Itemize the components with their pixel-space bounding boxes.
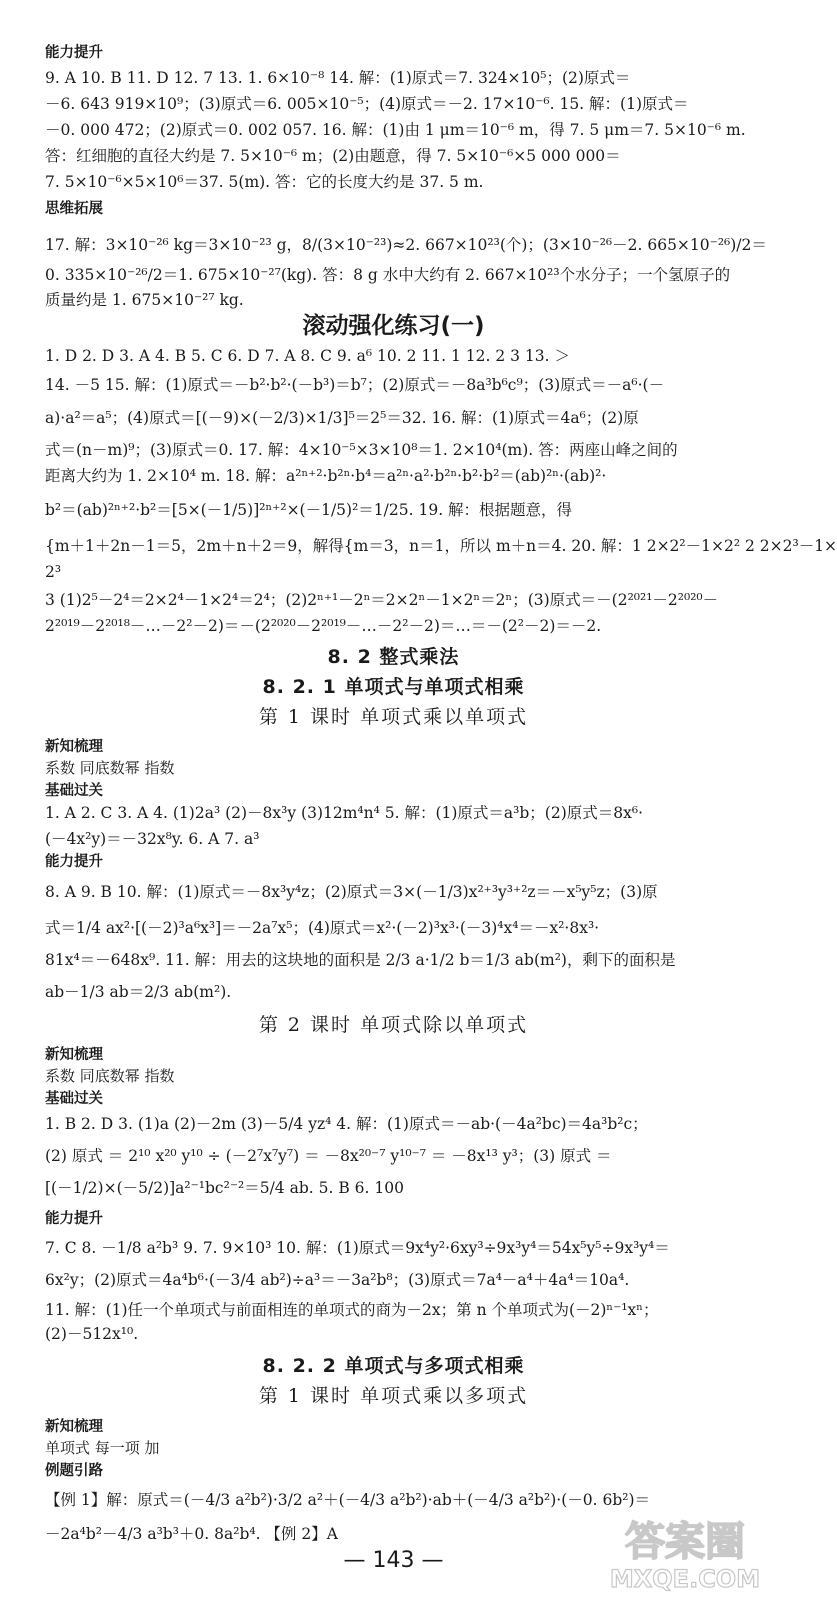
answer-line: 6x²y；(2)原式＝4a⁴b⁶·(－3/4 ab²)÷a³＝－3a²b⁸；(3)原式＝7a⁴－a⁴＋4a⁴＝10a⁴.: [45, 1271, 630, 1289]
rolling-practice-title: 滚动强化练习(一): [302, 313, 485, 339]
answer-line: (－4x²y)＝－32x⁸y. 6. A 7. a³: [45, 830, 260, 848]
answer-line: －6. 643 919×10⁹；(3)原式＝6. 005×10⁻⁵；(4)原式＝－2. 17×10⁻⁶. 15. 解：(1)原式＝: [45, 95, 689, 113]
answer-line: (2)－512x¹⁰.: [45, 1325, 139, 1343]
answer-line: 式＝(n－m)⁹；(3)原式＝0. 17. 解：4×10⁻⁵×3×10⁸＝1. 2×10⁴(m). 答：两座山峰之间的: [45, 441, 678, 459]
answer-line: 2³: [45, 563, 62, 581]
answer-line: 式＝1/4 ax²·[(－2)³a⁶x³]＝－2a⁷x⁵；(4)原式＝x²·(－2)³x³·(－3)⁴x⁴＝－x²·8x³·: [45, 919, 600, 937]
answer-line: 1. A 2. C 3. A 4. (1)2a³ (2)－8x³y (3)12m⁴n⁴ 5. 解：(1)原式＝a³b；(2)原式＝8x⁶·: [45, 804, 644, 822]
answer-line: 14. －5 15. 解：(1)原式＝－b²·b²·(－b³)＝b⁷；(2)原式＝－8a³b⁶c⁹；(3)原式＝－a⁶·(－: [45, 376, 665, 394]
section-label-thinking: 思维拓展: [45, 201, 103, 217]
answer-line: {m＋1＋2n－1＝5，2m＋n＋2＝9，解得{m＝3，n＝1，所以 m＋n＝4. 20. 解：1 2×2²－1×2² 2 2×2³－1×: [45, 537, 837, 555]
section-label-examples: 例题引路: [45, 1463, 103, 1479]
answer-line: a)·a²＝a⁵；(4)原式＝[(－9)×(－2/3)×1/3]⁵＝2⁵＝32. 16. 解：(1)原式＝4a⁶；(2)原: [45, 409, 639, 427]
section-label-new-knowledge: 新知梳理: [45, 1419, 103, 1435]
section-title-8-2-1: 8. 2. 1 单项式与单项式相乘: [262, 676, 525, 698]
lesson-title-2: 第 2 课时 单项式除以单项式: [258, 1014, 529, 1036]
answer-line: 9. A 10. B 11. D 12. 7 13. 1. 6×10⁻⁸ 14. 解：(1)原式＝7. 324×10⁵；(2)原式＝: [45, 69, 631, 87]
page-number: — 143 —: [343, 1548, 444, 1573]
answer-line: 81x⁴＝－648x⁹. 11. 解：用去的这块地的面积是 2/3 a·1/2 b＝1/3 ab(m²)，剩下的面积是: [45, 951, 676, 969]
section-label-basics: 基础过关: [45, 1091, 103, 1107]
answer-line: 8. A 9. B 10. 解：(1)原式＝－8x³y⁴z；(2)原式＝3×(－1/3)x²⁺³y³⁺²z＝－x⁵y⁵z；(3)原: [45, 883, 658, 901]
answer-line: ab－1/3 ab＝2/3 ab(m²).: [45, 983, 232, 1001]
answer-line: 17. 解：3×10⁻²⁶ kg＝3×10⁻²³ g，8/(3×10⁻²³)≈2. 667×10²³(个)；(3×10⁻²⁶－2. 665×10⁻²⁶)/2＝: [45, 236, 767, 254]
section-label-ability: 能力提升: [45, 1211, 103, 1227]
svg-text:MXQE.COM: MXQE.COM: [609, 1565, 761, 1593]
answer-line: 11. 解：(1)任一个单项式与前面相连的单项式的商为－2x；第 n 个单项式为(－2)ⁿ⁻¹xⁿ；: [45, 1301, 659, 1319]
answer-line: －0. 000 472；(2)原式＝0. 002 057. 16. 解：(1)由 1 μm＝10⁻⁶ m，得 7. 5 μm＝7. 5×10⁻⁶ m.: [45, 121, 746, 139]
answer-line: b²＝(ab)²ⁿ⁺²·b²＝[5×(－1/5)]²ⁿ⁺²×(－1/5)²＝1/25. 19. 解：根据题意，得: [45, 501, 573, 519]
section-label-new-knowledge: 新知梳理: [45, 739, 103, 755]
answer-line: 3 (1)2⁵－2⁴＝2×2⁴－1×2⁴＝2⁴；(2)2ⁿ⁺¹－2ⁿ＝2×2ⁿ－1×2ⁿ＝2ⁿ；(3)原式＝－(2²⁰²¹－2²⁰²⁰－: [45, 591, 719, 609]
plain-answer: 系数 同底数幂 指数: [45, 1067, 175, 1085]
svg-text:答案圈: 答案圈: [625, 1519, 745, 1565]
section-label-ability: 能力提升: [45, 854, 103, 870]
plain-answer: 单项式 每一项 加: [45, 1439, 160, 1457]
answer-line: 0. 335×10⁻²⁶/2＝1. 675×10⁻²⁷(kg). 答：8 g 水中大约有 2. 667×10²³个水分子；一个氢原子的: [45, 266, 731, 284]
answer-line: －2a⁴b²－4/3 a³b³＋0. 8a²b⁴. 【例 2】A: [45, 1525, 338, 1543]
lesson-title-3: 第 1 课时 单项式乘以多项式: [258, 1385, 529, 1407]
answer-line: 7. 5×10⁻⁶×5×10⁶＝37. 5(m). 答：它的长度大约是 37. 5 m.: [45, 173, 484, 191]
answer-line: (2) 原式 ＝ 2¹⁰ x²⁰ y¹⁰ ÷ (－2⁷x⁷y⁷) ＝ －8x²⁰⁻⁷ y¹⁰⁻⁷ ＝ －8x¹³ y³；(3) 原式 ＝: [45, 1147, 612, 1165]
section-title-8-2: 8. 2 整式乘法: [327, 646, 460, 668]
answer-line: 距离大约为 1. 2×10⁴ m. 18. 解：a²ⁿ⁺²·b²ⁿ·b⁴＝a²ⁿ·a²·b²ⁿ·b²·b²＝(ab)²ⁿ·(ab)²·: [45, 467, 607, 485]
answer-line: 2²⁰¹⁹－2²⁰¹⁸－…－2²－2)＝－(2²⁰²⁰－2²⁰¹⁹－…－2²－2)＝…＝－(2²－2)＝－2.: [45, 617, 602, 635]
lesson-title-1: 第 1 课时 单项式乘以单项式: [258, 706, 529, 728]
watermark-logo: [590, 1505, 780, 1595]
plain-answer: 系数 同底数幂 指数: [45, 759, 175, 777]
answer-line: 7. C 8. －1/8 a²b³ 9. 7. 9×10³ 10. 解：(1)原式＝9x⁴y²·6xy³÷9x³y⁴＝54x⁵y⁵÷9x³y⁴＝: [45, 1239, 670, 1257]
section-title-8-2-2: 8. 2. 2 单项式与多项式相乘: [262, 1355, 525, 1377]
section-label-ability: 能力提升: [45, 45, 103, 61]
section-label-new-knowledge: 新知梳理: [45, 1047, 103, 1063]
answer-line: 质量约是 1. 675×10⁻²⁷ kg.: [45, 291, 244, 309]
answer-line: 答：红细胞的直径大约是 7. 5×10⁻⁶ m；(2)由题意，得 7. 5×10⁻⁶×5 000 000＝: [45, 147, 621, 165]
answer-line: [(－1/2)×(－5/2)]a²⁻¹bc²⁻²＝5/4 ab. 5. B 6. 100: [45, 1179, 404, 1197]
answer-line: 【例 1】解：原式＝(－4/3 a²b²)·3/2 a²＋(－4/3 a²b²)·ab＋(－4/3 a²b²)·(－0. 6b²)＝: [45, 1491, 651, 1509]
answer-line: 1. B 2. D 3. (1)a (2)－2m (3)－5/4 yz⁴ 4. 解：(1)原式＝－ab·(－4a²bc)＝4a³b²c；: [45, 1115, 648, 1133]
section-label-basics: 基础过关: [45, 783, 103, 799]
answer-line: 1. D 2. D 3. A 4. B 5. C 6. D 7. A 8. C 9. a⁶ 10. 2 11. 1 12. 2 3 13. ＞: [45, 347, 570, 365]
